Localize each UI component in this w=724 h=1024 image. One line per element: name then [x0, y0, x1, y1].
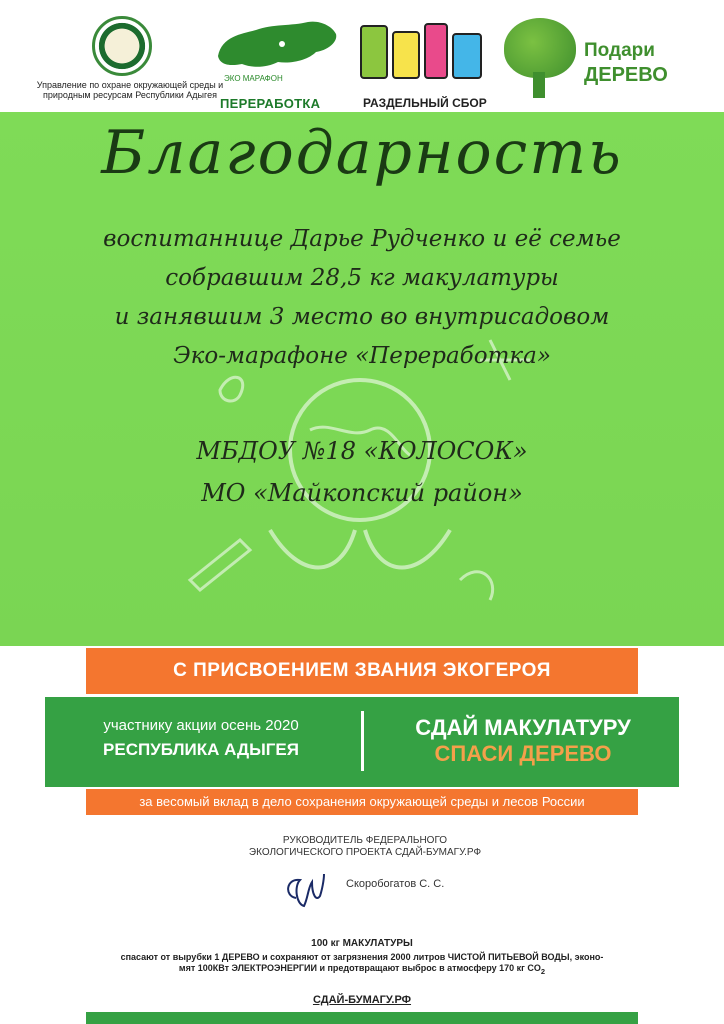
header-logos — [0, 0, 724, 112]
body-line-4: Эко-марафоне «Переработка» — [173, 343, 551, 369]
separate-collection-logo — [355, 16, 490, 110]
contribution-banner: за весомый вклад в дело сохранения окружающей среды и лесов России — [86, 789, 638, 815]
footer-title: 100 кг МАКУЛАТУРЫ — [311, 938, 413, 949]
campaign-participant: участнику акции осень 2020 — [103, 717, 299, 734]
eco-hero-banner: С ПРИСВОЕНИЕМ ЗВАНИЯ ЭКОГЕРОЯ — [86, 648, 638, 694]
certificate-body — [0, 220, 724, 376]
gift-tree-line2: ДЕРЕВО — [584, 64, 668, 86]
bottom-bar — [86, 1012, 638, 1024]
ministry-logo — [30, 10, 230, 110]
recycling-bins-icon — [355, 16, 490, 94]
gift-tree-line1: Подари — [584, 40, 655, 61]
emblem-icon — [92, 16, 152, 76]
campaign-slogan-2: СПАСИ ДЕРЕВО — [434, 741, 612, 766]
campaign-region: РЕСПУБЛИКА АДЫГЕЯ — [103, 740, 299, 759]
campaign-banner — [45, 697, 679, 787]
project-link[interactable]: СДАЙ-БУМАГУ.РФ — [312, 994, 412, 1006]
signature-icon — [278, 868, 338, 914]
eco-marathon-small: ЭКО МАРАФОН — [224, 74, 283, 83]
certificate-title: Благодарность — [101, 118, 623, 188]
footer-text-line-2-main: мят 100КВт ЭЛЕКТРОЭНЕРГИИ и предотвращают выброс в атмосферу 170 кг CO — [178, 963, 541, 973]
campaign-left — [45, 715, 357, 763]
co2-subscript: 2 — [540, 966, 546, 976]
tree-icon — [504, 18, 576, 78]
footer-text-line-1: спасают от вырубки 1 ДЕРЕВО и сохраняют от загрязнения 2000 литров ЧИСТОЙ ПИТЬЕВОЙ ВОДЫ, эконо- — [120, 952, 604, 962]
signer-name: Скоробогатов С. С. — [346, 878, 445, 890]
organization-line-2: МО «Майкопский район» — [201, 479, 523, 507]
body-line-3: и занявшим 3 место во внутрисадовом — [114, 304, 610, 330]
signer-role — [210, 835, 520, 859]
body-line-2: собравшим 28,5 кг макулатуры — [165, 265, 559, 291]
organization-block — [0, 430, 724, 514]
eco-marathon-logo — [212, 16, 342, 111]
eco-marathon-big: ПЕРЕРАБОТКА — [220, 96, 321, 111]
campaign-slogan-1: СДАЙ МАКУЛАТУРУ — [415, 715, 631, 740]
body-line-1: воспитаннице Дарье Рудченко и её семье — [103, 226, 621, 252]
campaign-right — [367, 715, 679, 767]
footer-text-line-2 — [100, 963, 624, 977]
tree-trunk — [533, 72, 545, 98]
organization-line-1: МБДОУ №18 «КОЛОСОК» — [196, 437, 528, 465]
separate-collection-label: РАЗДЕЛЬНЫЙ СБОР — [363, 96, 487, 110]
signer-role-line-2: ЭКОЛОГИЧЕСКОГО ПРОЕКТА СДАЙ-БУМАГУ.РФ — [248, 847, 482, 858]
signer-role-line-1: РУКОВОДИТЕЛЬ ФЕДЕРАЛЬНОГО — [282, 835, 448, 846]
ministry-caption: Управление по охране окружающей среды и природным ресурсам Республики Адыгея — [36, 80, 224, 100]
banner-divider — [361, 711, 364, 771]
footer-text — [100, 952, 624, 977]
gift-tree-logo — [500, 12, 670, 102]
